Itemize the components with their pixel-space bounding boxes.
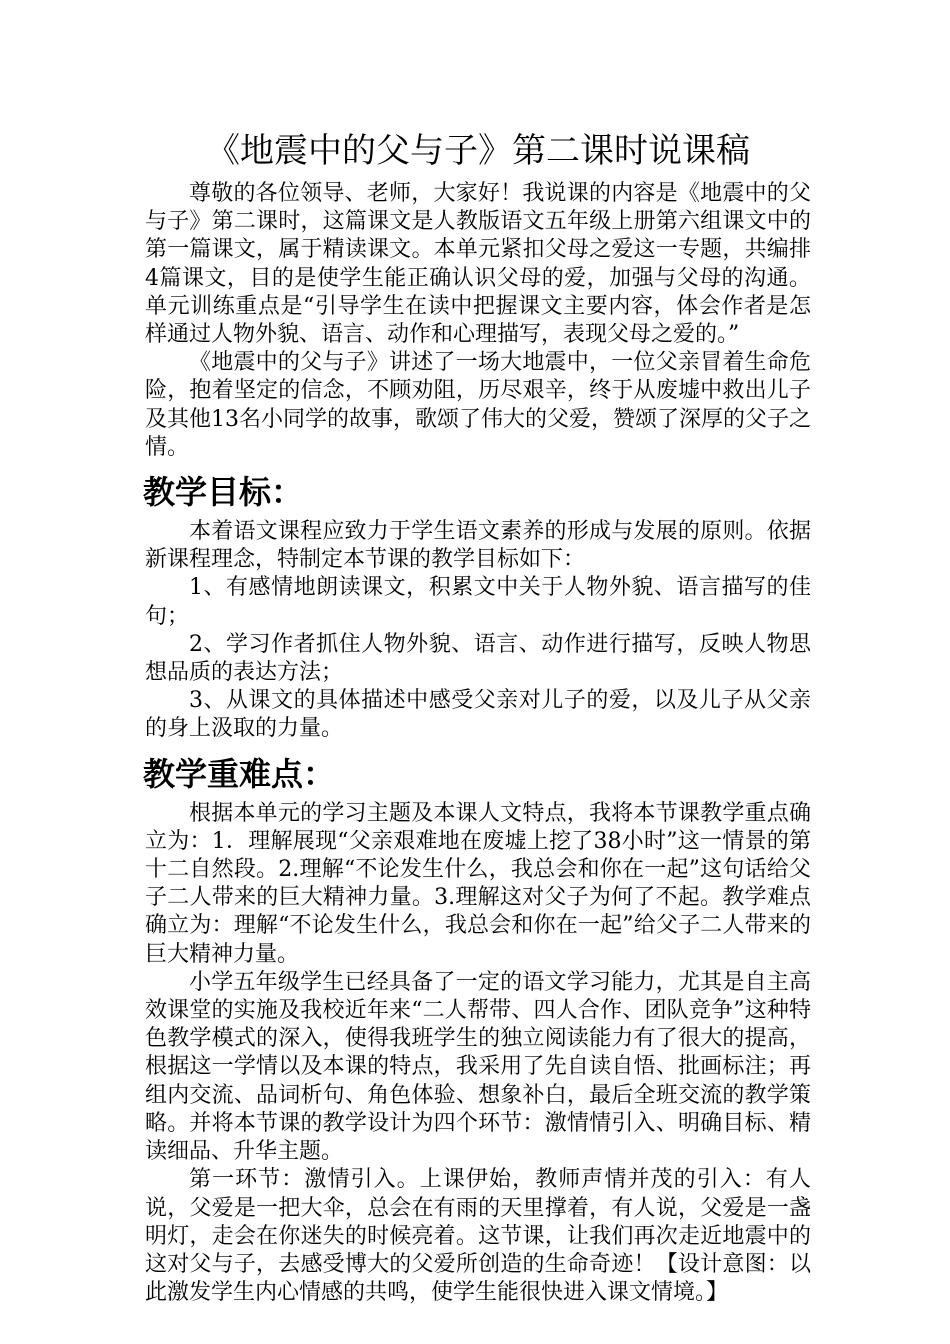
section-heading-goals: 教学目标： [143,473,304,512]
keypoints-paragraph: 小学五年级学生已经具备了一定的语文学习能力，尤其是自主高效课堂的实施及我校近年来“二人帮带、四人合作、团队竞争”这种特色教学模式的深入，使得我班学生的独立阅读能力有了很大的提高，根据这一学情以及本课的特点，我采用了先自读自悟、批画标注；再组内交流、品词析句、角色体验、想象补白，最后全班交流的教学策略。并将本节课的教学设计为四个环节：激情情引入、明确目标、精读细品、升华主题。 [145,969,811,1165]
goals-item: 3、从课文的具体描述中感受父亲对儿子的爱，以及儿子从父亲的身上汲取的力量。 [145,688,811,742]
goals-item: 1、有感情地朗读课文，积累文中关于人物外貌、语言描写的佳句； [145,575,811,629]
intro-paragraph: 《地震中的父与子》讲述了一场大地震中，一位父亲冒着生命危险，抱着坚定的信念，不顾劝阻，历尽艰辛，终于从废墟中救出儿子及其他13名小同学的故事，歌颂了伟大的父爱，赞颂了深厚的父子之情。 [145,350,811,460]
intro-paragraph: 尊敬的各位领导、老师，大家好！我说课的内容是《地震中的父与子》第二课时，这篇课文是人教版语文五年级上册第六组课文中的第一篇课文，属于精读课文。本单元紧扣父母之爱这一专题，共编排4篇课文，目的是使学生能正确认识父母的爱，加强与父母的沟通。单元训练重点是“引导学生在读中把握课文主要内容，体会作者是怎样通过人物外貌、语言、动作和心理描写，表现父母之爱的。” [145,181,811,348]
section-heading-keypoints: 教学重难点： [143,754,336,793]
goals-paragraph: 本着语文课程应致力于学生语文素养的形成与发展的原则。依据新课程理念，特制定本节课的教学目标如下： [145,519,811,573]
document-title: 《地震中的父与子》第二课时说课稿 [206,131,750,171]
keypoints-paragraph: 根据本单元的学习主题及本课人文特点，我将本节课教学重点确立为：1．理解展现“父亲艰难地在废墟上挖了38小时”这一情景的第十二自然段。2.理解“不论发生什么，我总会和你在一起”这句话给父子二人带来的巨大精神力量。3.理解这对父子为何了不起。教学难点确立为：理解“不论发生什么，我总会和你在一起”给父子二人带来的巨大精神力量。 [145,800,811,967]
document-page [145,126,811,1307]
goals-item: 2、学习作者抓住人物外貌、语言、动作进行描写，反映人物思想品质的表达方法； [145,631,811,686]
keypoints-paragraph: 第一环节：激情引入。上课伊始，教师声情并茂的引入：有人说，父爱是一把大伞，总会在有雨的天里撑着，有人说，父爱是一盏明灯，走会在你迷失的时候亮着。这节课，让我们再次走近地震中的这对父与子，去感受博大的父爱所创造的生命奇迹！【设计意图：以此激发学生内心情感的共鸣，使学生能很快进入课文情境。】 [145,1167,811,1306]
